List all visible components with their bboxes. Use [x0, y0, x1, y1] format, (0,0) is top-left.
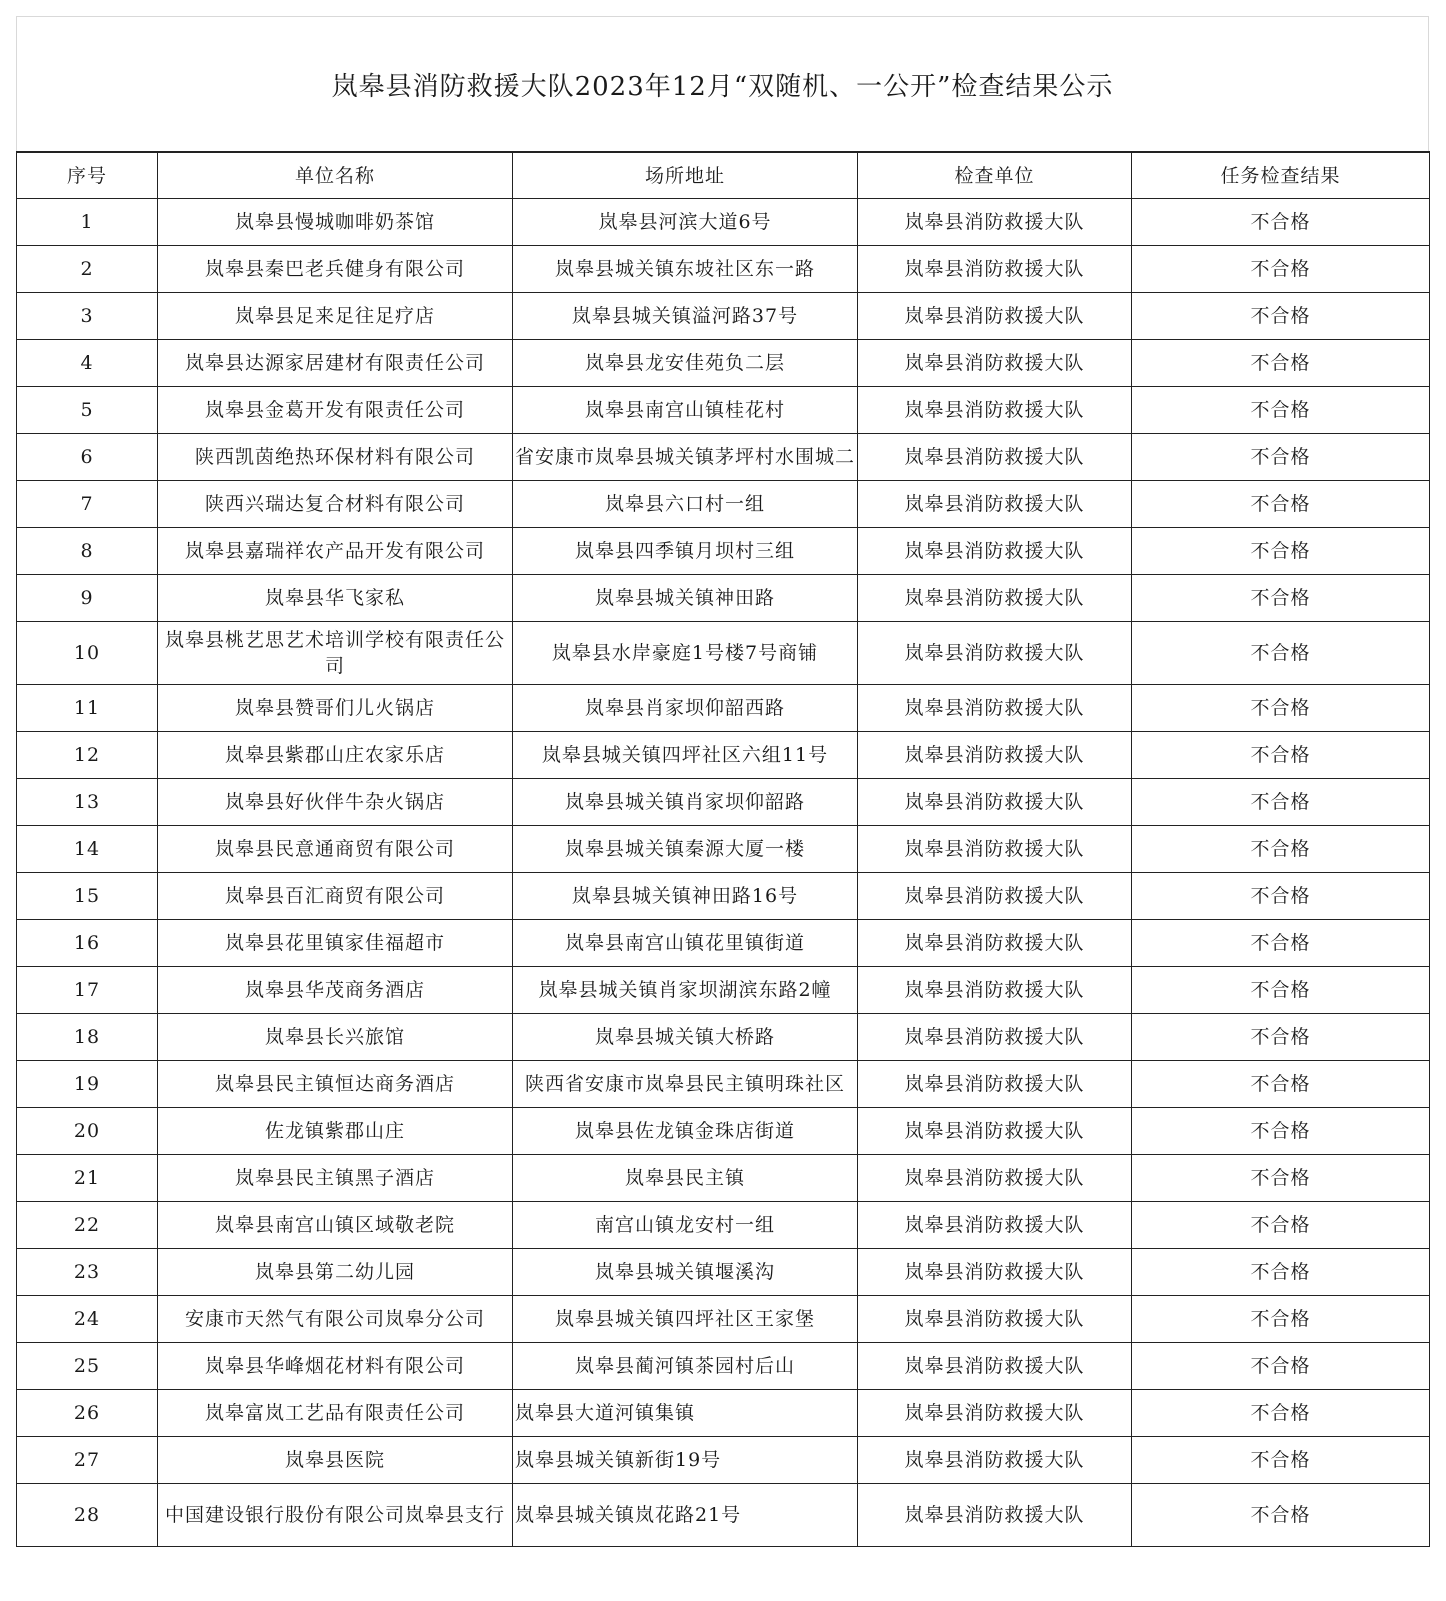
table-row — [17, 1202, 1430, 1249]
row-inspection-result: 不合格 — [1132, 246, 1430, 293]
header-inspection-result: 任务检查结果 — [1132, 152, 1430, 199]
row-site-address: 岚皋县城关镇肖家坝仰韶路 — [513, 779, 858, 826]
row-serial-number: 26 — [17, 1390, 158, 1437]
table-row — [17, 575, 1430, 622]
table-row — [17, 873, 1430, 920]
row-site-address: 岚皋县肖家坝仰韶西路 — [513, 685, 858, 732]
row-unit-name: 岚皋县秦巴老兵健身有限公司 — [158, 246, 513, 293]
row-unit-name: 岚皋县长兴旅馆 — [158, 1014, 513, 1061]
row-inspection-unit: 岚皋县消防救援大队 — [858, 622, 1132, 685]
row-inspection-result: 不合格 — [1132, 1014, 1430, 1061]
row-inspection-result: 不合格 — [1132, 1108, 1430, 1155]
row-serial-number: 16 — [17, 920, 158, 967]
row-inspection-unit: 岚皋县消防救援大队 — [858, 920, 1132, 967]
table-row — [17, 293, 1430, 340]
row-site-address: 岚皋县水岸豪庭1号楼7号商铺 — [513, 622, 858, 685]
row-inspection-result: 不合格 — [1132, 199, 1430, 246]
row-serial-number: 6 — [17, 434, 158, 481]
row-unit-name: 岚皋县华峰烟花材料有限公司 — [158, 1343, 513, 1390]
spreadsheet-page — [16, 16, 1429, 1547]
row-serial-number: 23 — [17, 1249, 158, 1296]
table-row — [17, 1343, 1430, 1390]
table-row — [17, 967, 1430, 1014]
table-row — [17, 434, 1430, 481]
row-serial-number: 22 — [17, 1202, 158, 1249]
row-inspection-unit: 岚皋县消防救援大队 — [858, 685, 1132, 732]
row-serial-number: 17 — [17, 967, 158, 1014]
row-serial-number: 19 — [17, 1061, 158, 1108]
table-row — [17, 826, 1430, 873]
row-inspection-unit: 岚皋县消防救援大队 — [858, 481, 1132, 528]
row-inspection-unit: 岚皋县消防救援大队 — [858, 779, 1132, 826]
row-inspection-result: 不合格 — [1132, 873, 1430, 920]
row-inspection-unit: 岚皋县消防救援大队 — [858, 1437, 1132, 1484]
row-unit-name: 岚皋县花里镇家佳福超市 — [158, 920, 513, 967]
row-serial-number: 11 — [17, 685, 158, 732]
row-inspection-unit: 岚皋县消防救援大队 — [858, 1108, 1132, 1155]
table-row — [17, 246, 1430, 293]
row-inspection-result: 不合格 — [1132, 967, 1430, 1014]
table-row — [17, 732, 1430, 779]
row-serial-number: 4 — [17, 340, 158, 387]
row-unit-name: 岚皋县第二幼儿园 — [158, 1249, 513, 1296]
row-inspection-result: 不合格 — [1132, 1249, 1430, 1296]
row-inspection-result: 不合格 — [1132, 1155, 1430, 1202]
row-unit-name: 岚皋县民主镇恒达商务酒店 — [158, 1061, 513, 1108]
table-row — [17, 199, 1430, 246]
row-unit-name: 岚皋县好伙伴牛杂火锅店 — [158, 779, 513, 826]
row-serial-number: 18 — [17, 1014, 158, 1061]
row-serial-number: 27 — [17, 1437, 158, 1484]
row-inspection-unit: 岚皋县消防救援大队 — [858, 826, 1132, 873]
row-inspection-unit: 岚皋县消防救援大队 — [858, 1296, 1132, 1343]
row-serial-number: 1 — [17, 199, 158, 246]
row-inspection-unit: 岚皋县消防救援大队 — [858, 1061, 1132, 1108]
row-inspection-result: 不合格 — [1132, 528, 1430, 575]
table-row — [17, 481, 1430, 528]
row-site-address: 岚皋县城关镇大桥路 — [513, 1014, 858, 1061]
row-inspection-result: 不合格 — [1132, 732, 1430, 779]
row-serial-number: 14 — [17, 826, 158, 873]
table-row — [17, 920, 1430, 967]
row-site-address: 岚皋县佐龙镇金珠店街道 — [513, 1108, 858, 1155]
row-serial-number: 25 — [17, 1343, 158, 1390]
row-inspection-unit: 岚皋县消防救援大队 — [858, 1014, 1132, 1061]
row-site-address: 岚皋县民主镇 — [513, 1155, 858, 1202]
row-inspection-result: 不合格 — [1132, 1061, 1430, 1108]
row-serial-number: 13 — [17, 779, 158, 826]
row-unit-name: 岚皋富岚工艺品有限责任公司 — [158, 1390, 513, 1437]
table-row — [17, 622, 1430, 685]
row-inspection-unit: 岚皋县消防救援大队 — [858, 387, 1132, 434]
row-unit-name: 岚皋县华飞家私 — [158, 575, 513, 622]
page-title: 岚皋县消防救援大队2023年12月“双随机、一公开”检查结果公示 — [16, 16, 1429, 151]
table-row — [17, 779, 1430, 826]
row-inspection-unit: 岚皋县消防救援大队 — [858, 1390, 1132, 1437]
row-inspection-unit: 岚皋县消防救援大队 — [858, 732, 1132, 779]
table-body — [17, 199, 1430, 1547]
row-unit-name: 陕西兴瑞达复合材料有限公司 — [158, 481, 513, 528]
row-site-address: 岚皋县蔺河镇茶园村后山 — [513, 1343, 858, 1390]
row-site-address: 岚皋县河滨大道6号 — [513, 199, 858, 246]
row-unit-name: 岚皋县民主镇黑子酒店 — [158, 1155, 513, 1202]
row-unit-name: 岚皋县南宫山镇区域敬老院 — [158, 1202, 513, 1249]
row-serial-number: 2 — [17, 246, 158, 293]
row-inspection-unit: 岚皋县消防救援大队 — [858, 967, 1132, 1014]
row-inspection-result: 不合格 — [1132, 622, 1430, 685]
row-inspection-unit: 岚皋县消防救援大队 — [858, 246, 1132, 293]
row-inspection-unit: 岚皋县消防救援大队 — [858, 1484, 1132, 1547]
table-row — [17, 340, 1430, 387]
row-site-address: 岚皋县城关镇秦源大厦一楼 — [513, 826, 858, 873]
row-inspection-result: 不合格 — [1132, 575, 1430, 622]
row-site-address: 岚皋县城关镇溢河路37号 — [513, 293, 858, 340]
row-inspection-result: 不合格 — [1132, 685, 1430, 732]
table-header-row — [17, 152, 1430, 199]
row-unit-name: 岚皋县紫郡山庄农家乐店 — [158, 732, 513, 779]
row-unit-name: 陕西凯茵绝热环保材料有限公司 — [158, 434, 513, 481]
table-row — [17, 685, 1430, 732]
table-row — [17, 1249, 1430, 1296]
table-row — [17, 1061, 1430, 1108]
row-inspection-result: 不合格 — [1132, 1343, 1430, 1390]
table-row — [17, 1484, 1430, 1547]
header-site-address: 场所地址 — [513, 152, 858, 199]
row-site-address: 岚皋县大道河镇集镇 — [513, 1390, 858, 1437]
row-inspection-result: 不合格 — [1132, 1484, 1430, 1547]
table-row — [17, 1296, 1430, 1343]
row-inspection-result: 不合格 — [1132, 1296, 1430, 1343]
row-serial-number: 8 — [17, 528, 158, 575]
row-site-address: 岚皋县城关镇四坪社区六组11号 — [513, 732, 858, 779]
header-inspection-unit: 检查单位 — [858, 152, 1132, 199]
row-serial-number: 28 — [17, 1484, 158, 1547]
row-site-address: 岚皋县城关镇岚花路21号 — [513, 1484, 858, 1547]
row-site-address: 岚皋县城关镇神田路 — [513, 575, 858, 622]
row-site-address: 岚皋县四季镇月坝村三组 — [513, 528, 858, 575]
row-serial-number: 5 — [17, 387, 158, 434]
row-inspection-unit: 岚皋县消防救援大队 — [858, 199, 1132, 246]
row-inspection-unit: 岚皋县消防救援大队 — [858, 1343, 1132, 1390]
header-serial-number: 序号 — [17, 152, 158, 199]
row-inspection-result: 不合格 — [1132, 481, 1430, 528]
row-inspection-result: 不合格 — [1132, 1202, 1430, 1249]
row-site-address: 岚皋县南宫山镇花里镇街道 — [513, 920, 858, 967]
row-site-address: 岚皋县城关镇神田路16号 — [513, 873, 858, 920]
row-inspection-unit: 岚皋县消防救援大队 — [858, 340, 1132, 387]
row-inspection-unit: 岚皋县消防救援大队 — [858, 1202, 1132, 1249]
row-serial-number: 10 — [17, 622, 158, 685]
row-unit-name: 岚皋县达源家居建材有限责任公司 — [158, 340, 513, 387]
row-inspection-unit: 岚皋县消防救援大队 — [858, 575, 1132, 622]
row-serial-number: 15 — [17, 873, 158, 920]
table-row — [17, 1390, 1430, 1437]
row-site-address: 岚皋县城关镇新街19号 — [513, 1437, 858, 1484]
row-serial-number: 3 — [17, 293, 158, 340]
row-unit-name: 中国建设银行股份有限公司岚皋县支行 — [158, 1484, 513, 1547]
inspection-results-table — [16, 151, 1430, 1547]
row-site-address: 岚皋县城关镇四坪社区王家堡 — [513, 1296, 858, 1343]
row-inspection-unit: 岚皋县消防救援大队 — [858, 1155, 1132, 1202]
row-inspection-unit: 岚皋县消防救援大队 — [858, 873, 1132, 920]
row-unit-name: 岚皋县民意通商贸有限公司 — [158, 826, 513, 873]
row-inspection-result: 不合格 — [1132, 826, 1430, 873]
row-site-address: 岚皋县六口村一组 — [513, 481, 858, 528]
row-site-address: 岚皋县城关镇东坡社区东一路 — [513, 246, 858, 293]
row-inspection-result: 不合格 — [1132, 779, 1430, 826]
table-row — [17, 1014, 1430, 1061]
row-unit-name: 安康市天然气有限公司岚皋分公司 — [158, 1296, 513, 1343]
row-serial-number: 7 — [17, 481, 158, 528]
table-row — [17, 528, 1430, 575]
row-unit-name: 岚皋县慢城咖啡奶茶馆 — [158, 199, 513, 246]
row-inspection-unit: 岚皋县消防救援大队 — [858, 293, 1132, 340]
row-inspection-result: 不合格 — [1132, 434, 1430, 481]
row-inspection-result: 不合格 — [1132, 293, 1430, 340]
row-serial-number: 24 — [17, 1296, 158, 1343]
row-unit-name: 岚皋县华茂商务酒店 — [158, 967, 513, 1014]
row-inspection-result: 不合格 — [1132, 387, 1430, 434]
row-unit-name: 岚皋县百汇商贸有限公司 — [158, 873, 513, 920]
row-inspection-unit: 岚皋县消防救援大队 — [858, 1249, 1132, 1296]
row-inspection-unit: 岚皋县消防救援大队 — [858, 528, 1132, 575]
row-inspection-result: 不合格 — [1132, 340, 1430, 387]
row-unit-name: 岚皋县医院 — [158, 1437, 513, 1484]
header-unit-name: 单位名称 — [158, 152, 513, 199]
row-site-address: 岚皋县南宫山镇桂花村 — [513, 387, 858, 434]
row-unit-name: 岚皋县金葛开发有限责任公司 — [158, 387, 513, 434]
table-row — [17, 1108, 1430, 1155]
row-inspection-result: 不合格 — [1132, 1437, 1430, 1484]
row-unit-name: 岚皋县足来足往足疗店 — [158, 293, 513, 340]
row-serial-number: 20 — [17, 1108, 158, 1155]
row-site-address: 岚皋县城关镇堰溪沟 — [513, 1249, 858, 1296]
row-unit-name: 岚皋县嘉瑞祥农产品开发有限公司 — [158, 528, 513, 575]
row-site-address: 陕西省安康市岚皋县民主镇明珠社区 — [513, 1061, 858, 1108]
row-serial-number: 21 — [17, 1155, 158, 1202]
row-inspection-result: 不合格 — [1132, 920, 1430, 967]
row-unit-name: 岚皋县赞哥们儿火锅店 — [158, 685, 513, 732]
row-unit-name: 佐龙镇紫郡山庄 — [158, 1108, 513, 1155]
row-site-address: 南宫山镇龙安村一组 — [513, 1202, 858, 1249]
row-site-address: 省安康市岚皋县城关镇茅坪村水围城二 — [513, 434, 858, 481]
row-inspection-result: 不合格 — [1132, 1390, 1430, 1437]
row-serial-number: 12 — [17, 732, 158, 779]
table-row — [17, 1155, 1430, 1202]
row-site-address: 岚皋县城关镇肖家坝湖滨东路2幢 — [513, 967, 858, 1014]
table-row — [17, 1437, 1430, 1484]
row-serial-number: 9 — [17, 575, 158, 622]
row-site-address: 岚皋县龙安佳苑负二层 — [513, 340, 858, 387]
table-row — [17, 387, 1430, 434]
row-unit-name: 岚皋县桃艺思艺术培训学校有限责任公司 — [158, 622, 513, 685]
row-inspection-unit: 岚皋县消防救援大队 — [858, 434, 1132, 481]
